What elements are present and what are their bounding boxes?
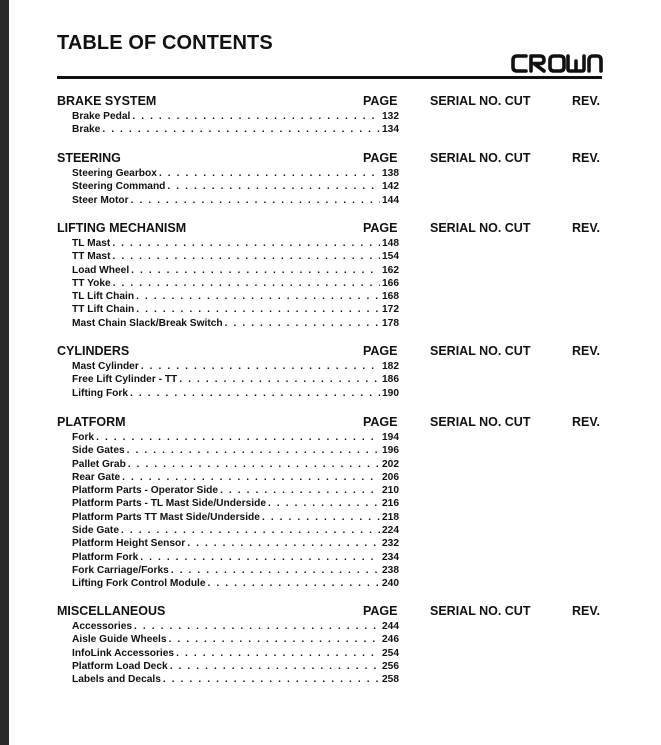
entry-label: Accessories [72,621,133,632]
toc-entry[interactable] [72,538,399,551]
toc-entry[interactable] [72,181,399,194]
serial-column-header: SERIAL NO. CUT [430,221,531,235]
rev-column-header: REV. [572,604,601,618]
serial-column-header: SERIAL NO. CUT [430,415,531,429]
entry-label: Platform Parts - TL Mast Side/Underside [72,498,266,510]
dot-leader [169,634,380,645]
toc-entry[interactable] [72,251,399,264]
dot-leader [179,374,380,385]
entry-label: Mast Chain Slack/Break Switch [72,317,223,329]
entry-page-number: 232 [382,538,399,550]
dot-leader [171,565,380,576]
serial-column-header: SERIAL NO. CUT [430,604,531,618]
entry-label: TL Mast [72,238,111,249]
dot-leader [132,111,380,122]
dot-leader [102,124,380,135]
dot-leader [112,238,380,249]
toc-section [57,415,602,592]
entry-label: TT Yoke [72,277,111,289]
page-binding-edge [0,0,9,745]
entry-label: Labels and Decals [72,674,161,686]
entry-page-number: 172 [382,304,399,316]
entry-page-number: 132 [382,111,399,122]
toc-entry[interactable] [72,485,399,498]
rev-column-header: REV. [572,151,601,165]
section-header [57,221,602,236]
entry-page-number: 216 [382,498,399,510]
toc-section [57,151,602,208]
entry-label: TT Mast [72,251,111,263]
dot-leader [136,304,380,315]
section-title: CYLINDERS [57,344,130,358]
dot-leader [136,291,380,302]
entry-page-number: 186 [382,374,399,386]
dot-leader [134,621,380,632]
dot-leader [167,181,380,192]
dot-leader [96,432,380,443]
dot-leader [268,498,380,509]
entry-label: Platform Fork [72,551,139,563]
dot-leader [121,525,380,536]
dot-leader [163,674,380,685]
toc-entry[interactable] [72,445,399,458]
entry-page-number: 258 [382,674,399,686]
section-title: MISCELLANEOUS [57,604,166,618]
toc-entry[interactable] [72,578,399,591]
toc-entry[interactable] [72,634,399,647]
entry-label: Free Lift Cylinder - TT [72,374,178,386]
dot-leader [208,578,380,589]
toc-entry[interactable] [72,472,399,485]
section-title: PLATFORM [57,415,126,429]
dot-leader [187,538,380,549]
entry-page-number: 218 [382,511,399,523]
page-column-header: PAGE [363,415,398,429]
entry-page-number: 202 [382,458,399,470]
entry-page-number: 162 [382,264,399,276]
page-column-header: PAGE [363,604,398,618]
entry-label: Side Gates [72,445,125,457]
dot-leader [225,318,380,329]
toc-entry[interactable] [72,525,399,538]
entry-label: TL Lift Chain [72,291,135,303]
dot-leader [176,648,380,659]
toc-entry[interactable] [72,512,399,525]
entry-label: Steer Motor [72,194,129,206]
toc-entry[interactable] [72,238,399,251]
toc-entry[interactable] [72,374,399,387]
page-column-header: PAGE [363,344,398,358]
entry-label: Steering Command [72,181,166,193]
entry-label: Side Gate [72,525,119,537]
entry-list [57,432,602,592]
section-title: LIFTING MECHANISM [57,221,187,235]
entry-page-number: 168 [382,291,399,303]
entry-label: Brake [72,124,101,136]
section-header [57,344,602,359]
section-header [57,151,602,166]
toc-entry[interactable] [72,304,399,317]
toc-entry[interactable] [72,661,399,674]
entry-list [57,238,602,331]
toc-entry[interactable] [72,621,399,634]
serial-column-header: SERIAL NO. CUT [430,94,531,108]
entry-page-number: 194 [382,432,399,443]
toc-entry[interactable] [72,432,399,445]
entry-list [57,168,602,208]
entry-label: Platform Parts - Operator Side [72,485,219,497]
title-rule [57,76,602,79]
toc-entry[interactable] [72,318,399,331]
toc-entry[interactable] [72,388,399,401]
page-title: TABLE OF CONTENTS [57,32,273,54]
dot-leader [131,265,380,276]
toc-entry[interactable] [72,674,399,687]
dot-leader [141,361,380,372]
entry-list [57,621,602,687]
toc-entry[interactable] [72,459,399,472]
entry-label: Load Wheel [72,264,130,276]
section-title: STEERING [57,151,121,165]
entry-label: Fork [72,432,95,443]
entry-label: Rear Gate [72,471,121,483]
toc-entry[interactable] [72,648,399,661]
entry-label: Platform Parts TT Mast Side/Underside [72,511,260,523]
dot-leader [159,168,380,179]
toc-entry[interactable] [72,124,399,137]
dot-leader [130,388,380,399]
section-header [57,604,602,619]
entry-page-number: 240 [382,578,399,590]
toc-entry[interactable] [72,498,399,511]
dot-leader [131,195,380,206]
entry-list [57,111,602,138]
dot-leader [113,251,381,262]
dot-leader [220,485,380,496]
entry-label: Fork Carriage/Forks [72,564,169,576]
entry-page-number: 244 [382,621,399,632]
dot-leader [128,459,380,470]
toc-entry[interactable] [72,265,399,278]
rev-column-header: REV. [572,415,601,429]
dot-leader [127,445,380,456]
entry-page-number: 246 [382,634,399,646]
entry-page-number: 190 [382,387,399,399]
entry-page-number: 206 [382,471,399,483]
rev-column-header: REV. [572,221,601,235]
toc-entry[interactable] [72,291,399,304]
section-header [57,415,602,430]
entry-page-number: 238 [382,564,399,576]
serial-column-header: SERIAL NO. CUT [430,344,531,358]
entry-label: TT Lift Chain [72,304,135,316]
entry-page-number: 224 [382,525,399,537]
toc-section [57,94,602,138]
entry-label: Aisle Guide Wheels [72,634,167,646]
entry-label: Lifting Fork Control Module [72,578,206,590]
entry-label: Platform Height Sensor [72,538,186,550]
entry-page-number: 144 [382,194,399,206]
toc-entry[interactable] [72,361,399,374]
entry-label: Platform Load Deck [72,660,168,672]
entry-label: Lifting Fork [72,387,129,399]
page-column-header: PAGE [363,221,398,235]
entry-label: Steering Gearbox [72,168,157,179]
entry-label: Pallet Grab [72,458,126,470]
toc-entry[interactable] [72,565,399,578]
entry-page-number: 256 [382,660,399,672]
dot-leader [140,552,380,563]
entry-label: InfoLink Accessories [72,647,175,659]
entry-page-number: 142 [382,181,399,193]
entry-page-number: 138 [382,168,399,179]
entry-page-number: 196 [382,445,399,457]
dot-leader [113,278,380,289]
toc-entry[interactable] [72,168,399,181]
page-column-header: PAGE [363,151,398,165]
entry-page-number: 210 [382,485,399,497]
entry-page-number: 154 [382,251,399,263]
entry-list [57,361,602,401]
entry-page-number: 254 [382,647,399,659]
rev-column-header: REV. [572,94,601,108]
entry-label: Brake Pedal [72,111,131,122]
entry-page-number: 148 [382,238,399,249]
entry-page-number: 182 [382,361,399,372]
toc-entry[interactable] [72,111,399,124]
dot-leader [122,472,380,483]
rev-column-header: REV. [572,344,601,358]
entry-page-number: 234 [382,551,399,563]
crown-logo-icon [510,50,604,76]
toc-entry[interactable] [72,195,399,208]
page-column-header: PAGE [363,94,398,108]
section-header [57,94,602,109]
section-title: BRAKE SYSTEM [57,94,157,108]
dot-leader [170,661,380,672]
entry-page-number: 178 [382,317,399,329]
entry-label: Mast Cylinder [72,361,139,372]
entry-page-number: 166 [382,277,399,289]
toc-section [57,221,602,331]
toc-section [57,604,602,687]
toc-entry[interactable] [72,278,399,291]
toc-section [57,344,602,401]
toc-entry[interactable] [72,552,399,565]
entry-page-number: 134 [382,124,399,136]
dot-leader [262,512,380,523]
serial-column-header: SERIAL NO. CUT [430,151,531,165]
